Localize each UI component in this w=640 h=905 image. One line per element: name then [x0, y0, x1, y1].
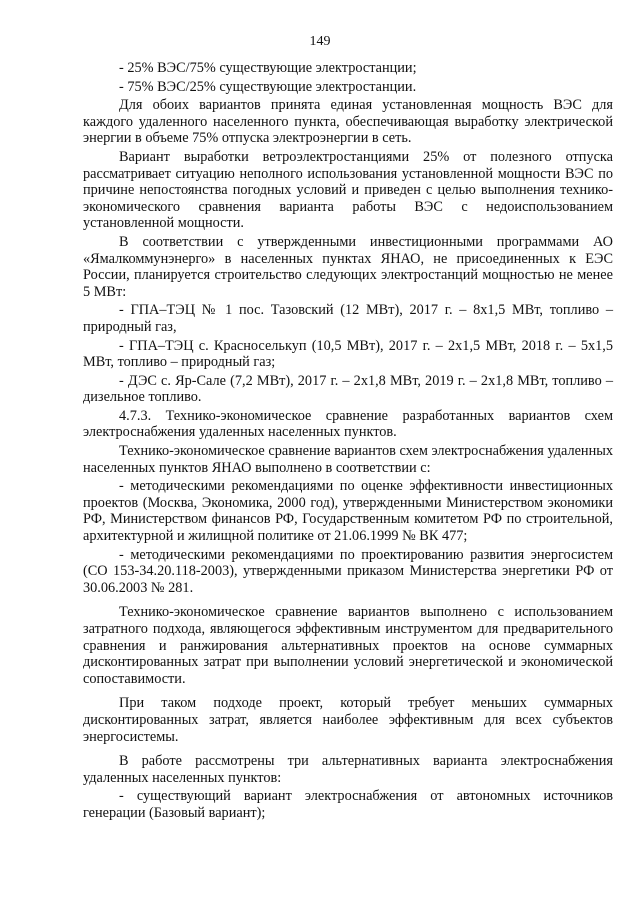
paragraph-efficiency: При таком подходе проект, который требует меньших суммарных дисконтированных затрат, является наиболее эффективным для всех субъектов энергосистемы.: [83, 695, 613, 745]
paragraph-variant-25-description: Вариант выработки ветроэлектростанциями 25% от полезного отпуска рассматривает ситуацию неполного использования установленной мощности ВЭС по причине непостоянства погодных условий и приведен с целью выполнения технико-экономического сравнения варианта работы ВЭС с недоиспользованием установленной мощности.: [83, 148, 613, 232]
paragraph-investment-programs: В соответствии с утвержденными инвестиционными программами АО «Ямалкоммунэнерго» в населенных пунктах ЯНАО, не присоединенных к ЕЭС России, планируется строительство следующих электростанций мощностью не менее 5 МВт:: [83, 233, 613, 300]
paragraph-installed-capacity: Для обоих вариантов принята единая установленная мощность ВЭС для каждого удаленного населенного пункта, обеспечивающая выработку электрической энергии в объеме 75% отпуска электроэнергии в сеть.: [83, 97, 613, 147]
paragraph-comparison-basis: Технико-экономическое сравнение вариантов схем электроснабжения удаленных населенных пунктов ЯНАО выполнено в соответствии с:: [83, 443, 613, 476]
list-item-krasnoselkup: - ГПА–ТЭЦ с. Красноселькуп (10,5 МВт), 2017 г. – 2х1,5 МВт, 2018 г. – 5х1,5 МВт, топливо – природный газ;: [83, 337, 613, 371]
list-item-investment-methodology: - методическими рекомендациями по оценке эффективности инвестиционных проектов (Москва, Экономика, 2000 год), утвержденными Министерством экономики РФ, Министерством финансов РФ, Государственным комитетом РФ по строительной, архитектурной и жилищной политике от 21.06.1999 № ВК 477;: [83, 478, 613, 545]
section-heading-4-7-3: 4.7.3. Технико-экономическое сравнение разработанных вариантов схем электроснабжения удаленных населенных пунктов.: [83, 407, 613, 441]
list-item-yar-sale: - ДЭС с. Яр-Сале (7,2 МВт), 2017 г. – 2х1,8 МВт, 2019 г. – 2х1,8 МВт, топливо – дизельное топливо.: [83, 372, 613, 406]
paragraph-three-variants: В работе рассмотрены три альтернативных варианта электроснабжения удаленных населенных пунктов:: [83, 753, 613, 786]
document-body: [83, 60, 613, 824]
list-item-variant-75: - 75% ВЭС/25% существующие электростанции.: [119, 78, 417, 95]
list-item-energy-system-methodology: - методическими рекомендациями по проектированию развития энергосистем (СО 153-34.20.118-2003), утвержденными приказом Министерства энергетики РФ от 30.06.2003 № 281.: [83, 546, 613, 596]
list-item-tazovsky: - ГПА–ТЭЦ № 1 пос. Тазовский (12 МВт), 2017 г. – 8х1,5 МВт, топливо – природный газ,: [83, 302, 613, 335]
list-item-variant-25: - 25% ВЭС/75% существующие электростанции;: [119, 60, 417, 76]
paragraph-cost-approach: Технико-экономическое сравнение вариантов выполнено с использованием затратного подхода, являющегося эффективным инструментом для предварительного сравнения и ранжирования альтернативных проектов на основе суммарных дисконтированных затрат при выполнении условий энергетической и экономической сопоставимости.: [83, 604, 613, 687]
list-item-base-variant: - существующий вариант электроснабжения от автономных источников генерации (Базовый вариант);: [83, 788, 613, 821]
page-number: 149: [309, 34, 331, 49]
